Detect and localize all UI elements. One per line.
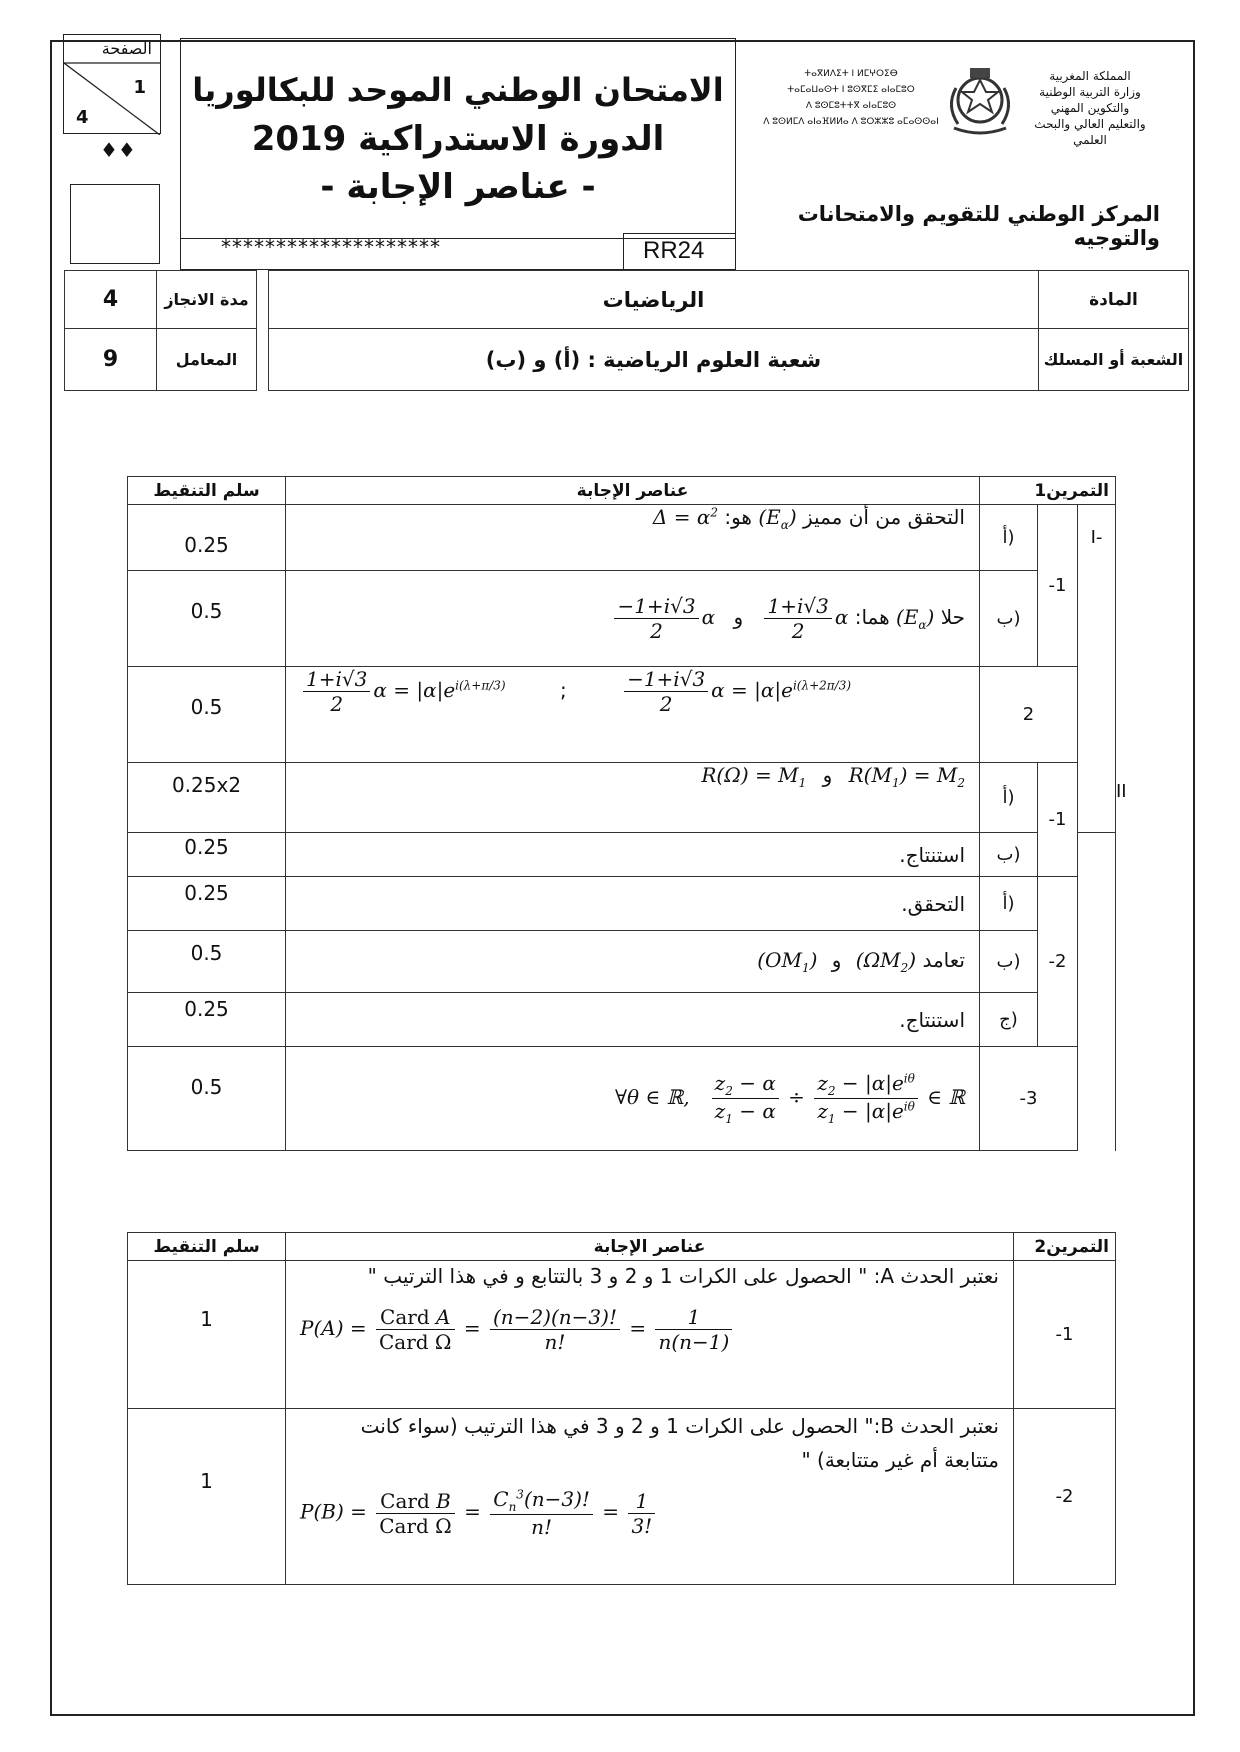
q-num: -2 [1038,877,1078,1047]
answer-text: هما: [854,605,890,629]
ministry-line-4: والتعليم العالي والبحث العلمي [1034,117,1146,147]
math-E-alpha: $(E_\alpha)$ [758,505,797,532]
math-P-A: P(A) = $\frac{\text{Card A}}{\text{Card Ω}}$ = $\frac{(n-2)(n-3)!}{n!}$ = $\frac{1}{n(n-1)}$ [300,1305,999,1354]
ministry-text [1020,68,1160,148]
answer-text: تعامد [922,948,965,972]
answer-cell [286,763,980,833]
tifinagh-text [756,66,946,130]
page-total: 4 [76,107,89,128]
sub-label: ب) [980,571,1038,667]
ex1-title: التمرين1 [980,477,1116,505]
math-R-omega: $R(\Omega) = M_1$ [701,763,807,790]
ex1-score-header: سلم التنقيط [128,477,286,505]
title-box [180,38,736,270]
duration-value: 4 [65,271,157,329]
q-num: -1 [1038,763,1078,877]
answer-cell: التحقق. [286,877,980,931]
answer-cell [286,1409,1014,1585]
answer-cell [286,571,980,667]
math-O-M1: $(OM_1)$ [757,948,818,975]
q-num: -1 [1014,1261,1116,1409]
session-title: الدورة الاستدراكية 2019 [251,119,665,159]
sub-label: أ) [980,505,1038,571]
part-label: II [1116,781,1127,802]
exam-code: RR24 [643,237,705,264]
connector: و [831,948,842,972]
score-cell: 1 [128,1409,286,1585]
page-number-box [63,34,161,134]
spacer [257,271,269,329]
spacer [257,329,269,391]
connector: و [822,763,833,787]
ex1-answers-header: عناصر الإجابة [286,477,980,505]
exercise-2-table [127,1232,1116,1585]
page-label: الصفحة [101,39,152,58]
coef-value: 9 [65,329,157,391]
tifinagh-line-1: ⵜⴰⴳⵍⴷⵉⵜ ⵏ ⵍⵎⵖⵔⵉⴱ [804,69,898,79]
answer-text: نعتبر الحدث A: " الحصول على الكرات 1 و 2 و 3 بالتتابع و في هذا الترتيب " [367,1264,999,1288]
sub-label: أ) [980,877,1038,931]
math-R-M1: $R(M_1) = M_2$ [848,763,965,790]
ex2-score-header: سلم التنقيط [128,1233,286,1261]
math-real-condition: ∀θ ∈ ℝ, $\frac{z_2 - \alpha}{z_1 - \alpha}$ ÷ $\frac{z_2 - |\alpha|e^{i\theta}}{z_1 - |\alpha|e^{i\theta}}$ ∈ ℝ [614,1071,965,1126]
part-num [1078,505,1116,833]
math-root-1: $\frac{1+i√3}{2}$ α [761,605,848,629]
stars-row: ******************** [221,235,441,259]
q-num: -3 [980,1047,1078,1151]
score-cell: 0.5 [128,571,286,667]
page-marks: ♦♦ [100,138,136,162]
score-cell: 0.25x2 [128,763,286,833]
q-num: -1 [1038,505,1078,667]
answer-cell: استنتاج. [286,993,980,1047]
ministry-line-1: المملكة المغربية [1049,69,1131,83]
score-cell: 0.5 [128,931,286,993]
score-cell: 0.5 [128,667,286,763]
separator: ; [559,678,567,702]
ministry-line-3: والتكوين المهني [1050,101,1130,115]
answer-text: نعتبر الحدث B:" الحصول على الكرات 1 و 2 و 3 في هذا الترتيب (سواء كانت متتابعة أم غير متتابعة) " [360,1414,999,1472]
page-divider-line [64,35,160,135]
branch-value: شعبة العلوم الرياضية : (أ) و (ب) [269,329,1039,391]
exercise-1-table [127,476,1127,1151]
connector: و [733,605,744,629]
math-root-2: $\frac{-1+i√3}{2}$ α [611,605,715,629]
part-label: I- [1090,527,1103,548]
math-omega-M2: $(\Omega M_2)$ [855,948,917,975]
q-num: 2 [980,667,1078,763]
branch-label: الشعبة أو المسلك [1039,329,1189,391]
answer-cell [286,931,980,993]
ministry-line-2: وزارة التربية الوطنية [1039,85,1141,99]
sub-label: أ) [980,763,1038,833]
score-cell: 0.5 [128,1047,286,1151]
math-P-B: P(B) = $\frac{\text{Card B}}{\text{Card Ω}}$ = $\frac{C_n^3(n-3)!}{n!}$ = $\frac{1}{3!}$ [300,1487,999,1539]
answer-text: هو: [724,505,752,529]
answer-cell [286,505,980,571]
math-exp-form-2: $\frac{-1+i√3}{2}$ $\alpha = |\alpha|e^{i(\lambda+2\pi/3)}$ [621,678,851,702]
score-cell: 0.25 [128,505,286,571]
answer-cell [286,1261,1014,1409]
center-name: المركز الوطني للتقويم والامتحانات والتوجيه [797,202,1160,250]
stamp-box [70,184,160,264]
answer-text: حلا [940,605,965,629]
score-cell: 0.25 [128,833,286,877]
coef-label: المعامل [157,329,257,391]
score-cell: 0.25 [128,877,286,931]
answer-cell [286,667,980,763]
answer-cell [286,1047,980,1151]
exam-title: الامتحان الوطني الموحد للبكالوريا [192,71,724,109]
subject-value: الرياضيات [269,271,1039,329]
duration-label: مدة الانجاز [157,271,257,329]
score-cell: 1 [128,1261,286,1409]
ex2-answers-header: عناصر الإجابة [286,1233,1014,1261]
q-num: -2 [1014,1409,1116,1585]
sub-label: ج) [980,993,1038,1047]
tifinagh-line-3: ⴷ ⵓⵙⵎⵓⵜⵜⴳ ⴰⵏⴰⵎⵓⵙ [805,101,897,111]
ex2-title: التمرين2 [1014,1233,1116,1261]
score-cell: 0.25 [128,993,286,1047]
answer-text: التحقق من أن مميز [803,505,965,529]
tifinagh-line-2: ⵜⴰⵎⴰⵡⴰⵙⵜ ⵏ ⵓⵙⴳⵎⵉ ⴰⵏⴰⵎⵓⵔ [787,85,915,95]
math-delta: $\Delta = \alpha^2$ [652,505,718,529]
tifinagh-line-4: ⴷ ⵓⵙⵍⵎⴷ ⴰⵏⴰⴼⵍⵍⴰ ⴷ ⵓⵔⵣⵣⵓ ⴰⵎⴰⵙⵙⴰⵏ [763,117,939,127]
answer-cell: استنتاج. [286,833,980,877]
coat-of-arms-icon [940,58,1020,138]
page-number: 1 [133,77,146,98]
title-underline [180,238,736,239]
sub-label: ب) [980,931,1038,993]
subject-label: المادة [1039,271,1189,329]
math-E-alpha: $(E_\alpha)$ [896,605,935,632]
math-exp-form-1: $\frac{1+i√3}{2}$ $\alpha = |\alpha|e^{i(\lambda+\pi/3)}$ [300,678,506,702]
sub-label: ب) [980,833,1038,877]
doc-type: - عناصر الإجابة - [320,167,596,207]
info-table [64,270,1189,391]
